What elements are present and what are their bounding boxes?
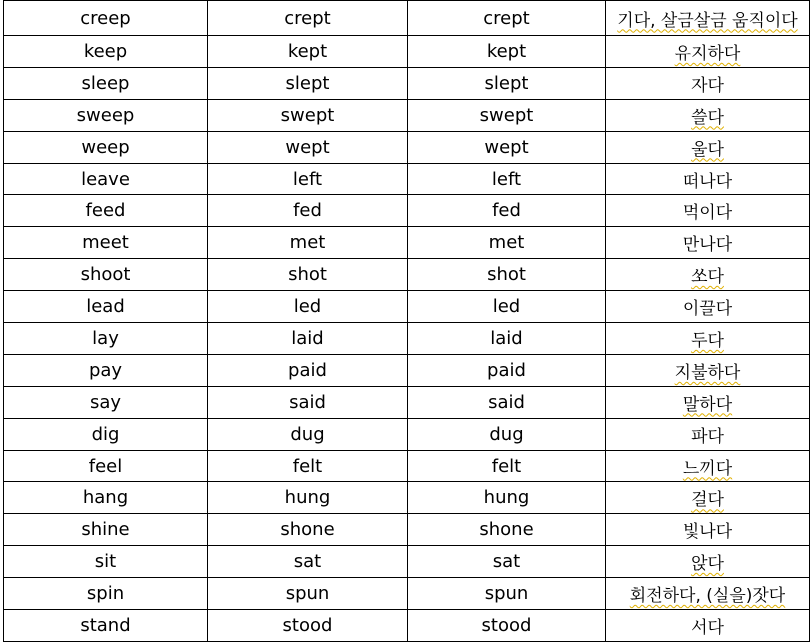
past-form-cell: stood: [208, 610, 408, 642]
meaning-cell: 앉다: [606, 546, 810, 578]
table-row: [4, 1, 810, 36]
past-participle-cell: hung: [408, 482, 606, 514]
past-participle-cell: met: [408, 227, 606, 259]
irregular-verb-table: [3, 0, 810, 642]
base-form-cell: keep: [4, 36, 208, 68]
base-form-cell: creep: [4, 1, 208, 36]
table-row: [4, 354, 810, 386]
base-form-cell: lay: [4, 323, 208, 355]
past-participle-cell: kept: [408, 36, 606, 68]
meaning-cell: 걸다: [606, 482, 810, 514]
meaning-cell: 이끌다: [606, 291, 810, 323]
meaning-cell: 쏘다: [606, 259, 810, 291]
table-row: [4, 450, 810, 482]
meaning-cell: 먹이다: [606, 195, 810, 227]
meaning-cell: 쓸다: [606, 99, 810, 131]
base-form-cell: shoot: [4, 259, 208, 291]
past-participle-cell: sat: [408, 546, 606, 578]
past-form-cell: left: [208, 163, 408, 195]
past-participle-cell: felt: [408, 450, 606, 482]
meaning-cell: 지불하다: [606, 354, 810, 386]
past-form-cell: fed: [208, 195, 408, 227]
past-form-cell: kept: [208, 36, 408, 68]
table-row: [4, 67, 810, 99]
table-row: [4, 418, 810, 450]
past-participle-cell: stood: [408, 610, 606, 642]
base-form-cell: hang: [4, 482, 208, 514]
past-participle-cell: fed: [408, 195, 606, 227]
table-row: [4, 482, 810, 514]
base-form-cell: leave: [4, 163, 208, 195]
past-form-cell: swept: [208, 99, 408, 131]
base-form-cell: lead: [4, 291, 208, 323]
meaning-cell: 기다, 살금살금 움직이다: [606, 1, 810, 36]
table-row: [4, 131, 810, 163]
past-form-cell: hung: [208, 482, 408, 514]
base-form-cell: spin: [4, 578, 208, 610]
past-form-cell: sat: [208, 546, 408, 578]
base-form-cell: shine: [4, 514, 208, 546]
table-row: [4, 99, 810, 131]
base-form-cell: feed: [4, 195, 208, 227]
past-participle-cell: wept: [408, 131, 606, 163]
verb-table-body: [4, 1, 810, 642]
meaning-cell: 빛나다: [606, 514, 810, 546]
meaning-cell: 유지하다: [606, 36, 810, 68]
past-participle-cell: said: [408, 386, 606, 418]
past-participle-cell: led: [408, 291, 606, 323]
table-row: [4, 36, 810, 68]
past-participle-cell: spun: [408, 578, 606, 610]
table-row: [4, 195, 810, 227]
past-participle-cell: paid: [408, 354, 606, 386]
past-form-cell: spun: [208, 578, 408, 610]
past-form-cell: slept: [208, 67, 408, 99]
base-form-cell: sleep: [4, 67, 208, 99]
past-form-cell: said: [208, 386, 408, 418]
table-row: [4, 163, 810, 195]
past-form-cell: wept: [208, 131, 408, 163]
past-form-cell: paid: [208, 354, 408, 386]
base-form-cell: say: [4, 386, 208, 418]
past-form-cell: dug: [208, 418, 408, 450]
past-form-cell: laid: [208, 323, 408, 355]
table-row: [4, 578, 810, 610]
base-form-cell: weep: [4, 131, 208, 163]
past-form-cell: felt: [208, 450, 408, 482]
meaning-cell: 울다: [606, 131, 810, 163]
verb-table-sheet: [3, 0, 809, 641]
table-row: [4, 386, 810, 418]
base-form-cell: pay: [4, 354, 208, 386]
meaning-cell: 파다: [606, 418, 810, 450]
past-participle-cell: slept: [408, 67, 606, 99]
table-row: [4, 227, 810, 259]
meaning-cell: 서다: [606, 610, 810, 642]
base-form-cell: sit: [4, 546, 208, 578]
base-form-cell: stand: [4, 610, 208, 642]
table-row: [4, 323, 810, 355]
past-participle-cell: left: [408, 163, 606, 195]
meaning-cell: 두다: [606, 323, 810, 355]
base-form-cell: meet: [4, 227, 208, 259]
past-participle-cell: laid: [408, 323, 606, 355]
meaning-cell: 말하다: [606, 386, 810, 418]
base-form-cell: feel: [4, 450, 208, 482]
table-row: [4, 259, 810, 291]
meaning-cell: 자다: [606, 67, 810, 99]
meaning-cell: 느끼다: [606, 450, 810, 482]
past-participle-cell: swept: [408, 99, 606, 131]
table-row: [4, 291, 810, 323]
past-form-cell: led: [208, 291, 408, 323]
meaning-cell: 떠나다: [606, 163, 810, 195]
table-row: [4, 610, 810, 642]
base-form-cell: dig: [4, 418, 208, 450]
base-form-cell: sweep: [4, 99, 208, 131]
past-participle-cell: shone: [408, 514, 606, 546]
past-form-cell: shot: [208, 259, 408, 291]
past-form-cell: met: [208, 227, 408, 259]
past-participle-cell: dug: [408, 418, 606, 450]
past-participle-cell: shot: [408, 259, 606, 291]
table-row: [4, 514, 810, 546]
past-form-cell: shone: [208, 514, 408, 546]
past-participle-cell: crept: [408, 1, 606, 36]
meaning-cell: 회전하다, (실을)잣다: [606, 578, 810, 610]
past-form-cell: crept: [208, 1, 408, 36]
meaning-cell: 만나다: [606, 227, 810, 259]
table-row: [4, 546, 810, 578]
